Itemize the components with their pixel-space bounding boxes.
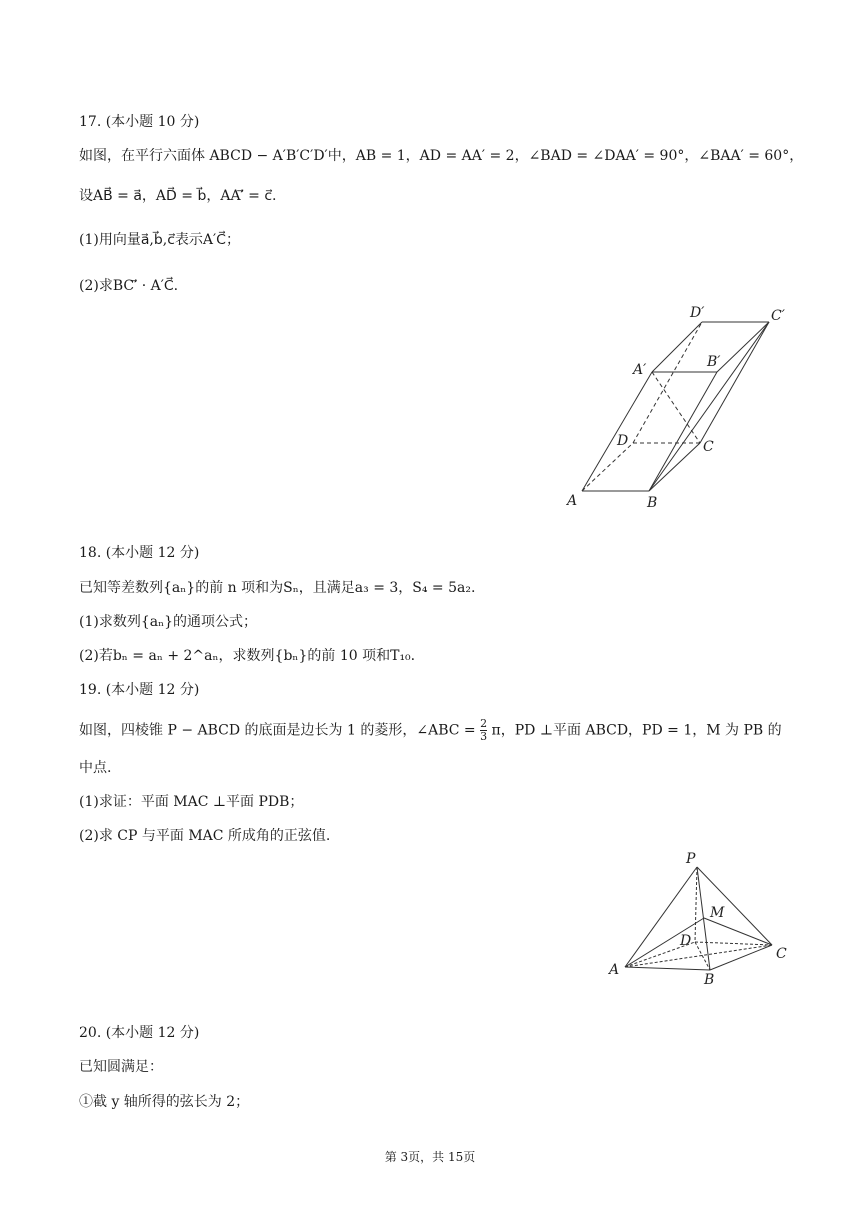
q18-statement: 已知等差数列{aₙ}的前 n 项和为Sₙ，且满足a₃ = 3，S₄ = 5a₂.	[79, 580, 476, 596]
label-A-prime: A′	[633, 362, 647, 378]
fraction-numerator: 2	[480, 717, 488, 730]
label-M: M	[710, 905, 725, 921]
q20-condition-1: ①截 y 轴所得的弦长为 2；	[79, 1094, 250, 1110]
q20-statement: 已知圆满足：	[79, 1059, 163, 1075]
q17-statement-line2: 设AB⃗ = a⃗，AD⃗ = b⃗，AA′⃗ = c⃗.	[79, 188, 277, 204]
label-P: P	[686, 851, 696, 867]
parallelepiped-figure	[555, 300, 805, 515]
q19-statement-line1	[79, 718, 782, 743]
label-C-prime: C′	[771, 308, 785, 324]
label-B: B	[647, 495, 658, 511]
q18-header: 18. (本小题 12 分)	[79, 545, 200, 561]
q19-statement-b: π，PD ⊥平面 ABCD，PD = 1，M 为 PB 的	[491, 722, 782, 739]
fraction-denominator: 3	[480, 730, 488, 743]
q18-part2: (2)若bₙ = aₙ + 2^aₙ，求数列{bₙ}的前 10 项和T₁₀.	[79, 648, 416, 664]
label-B: B	[704, 972, 715, 988]
q19-part1: (1)求证：平面 MAC ⊥平面 PDB；	[79, 794, 304, 810]
q18-part1: (1)求数列{aₙ}的通项公式；	[79, 614, 258, 630]
q17-part1: (1)用向量a⃗,b⃗,c⃗表示A′C⃗；	[79, 232, 240, 248]
label-A: A	[609, 962, 620, 978]
label-C: C	[703, 439, 714, 455]
label-D: D	[680, 933, 692, 949]
q17-part2: (2)求BC′⃗ · A′C⃗.	[79, 278, 179, 294]
q19-header: 19. (本小题 12 分)	[79, 682, 200, 698]
fraction-two-thirds	[480, 718, 487, 743]
label-C: C	[776, 946, 787, 962]
label-B-prime: B′	[707, 354, 721, 370]
label-A: A	[567, 493, 578, 509]
page-footer: 第 3页，共 15页	[384, 1150, 476, 1164]
q20-header: 20. (本小题 12 分)	[79, 1025, 200, 1041]
q19-part2: (2)求 CP 与平面 MAC 所成角的正弦值.	[79, 828, 331, 844]
pyramid-figure	[600, 845, 800, 990]
q19-statement-line2: 中点.	[79, 760, 112, 776]
q19-statement-a: 如图，四棱锥 P − ABCD 的底面是边长为 1 的菱形，∠ABC =	[79, 722, 476, 739]
label-D: D	[617, 433, 629, 449]
q17-header: 17. (本小题 10 分)	[79, 114, 200, 130]
label-D-prime: D′	[690, 305, 705, 321]
q17-statement-line1: 如图，在平行六面体 ABCD − A′B′C′D′中，AB = 1，AD = AA′ = 2，∠BAD = ∠DAA′ = 90°，∠BAA′ = 60°，	[79, 148, 804, 164]
